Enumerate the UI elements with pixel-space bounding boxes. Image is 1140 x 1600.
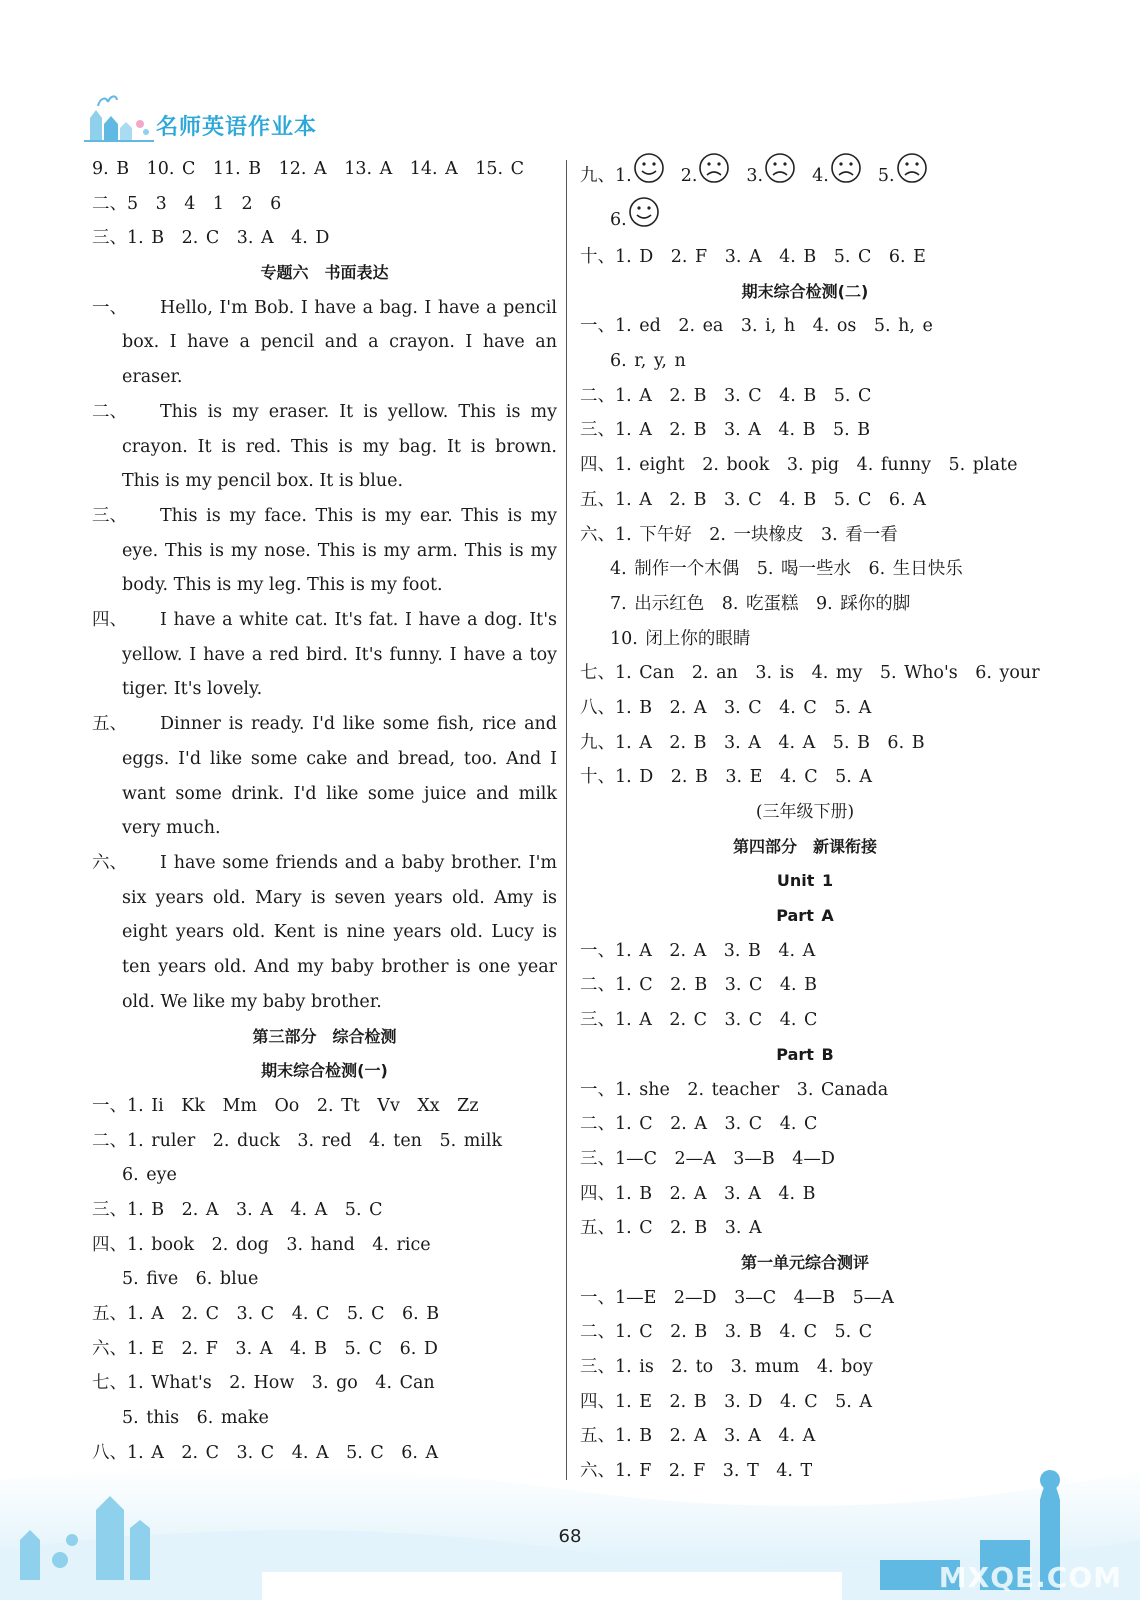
sad-face-icon xyxy=(764,152,796,201)
answer-line: 二、5 3 4 1 2 6 xyxy=(92,193,282,214)
answer-line: 三、1. B 2. C 3. A 4. D xyxy=(92,228,330,249)
answer-line: 九、1. A 2. B 3. A 4. A 5. B 6. B xyxy=(580,732,925,753)
answer-line: 一、1. A 2. A 3. B 4. A xyxy=(580,940,816,961)
answer-line: 十、1. D 2. F 3. A 4. B 5. C 6. E xyxy=(580,247,926,267)
essay-text: I have some friends and a baby brother. I'm six years old. Mary is seven years old. Amy is eight years old. Kent is nine years old. Lucy is ten years old. And my baby brother is one year old. We like my baby brother. xyxy=(122,853,557,1012)
answer-line: 六、1. E 2. F 3. A 4. B 5. C 6. D xyxy=(92,1338,438,1359)
exam-heading: 期末综合检测(二) xyxy=(741,281,869,301)
page-header xyxy=(84,88,484,144)
answer-line: 一、1. Ii Kk Mm Oo 2. Tt Vv Xx Zz xyxy=(92,1095,479,1116)
grade-heading: (三年级下册) xyxy=(755,802,855,822)
answer-line: 三、1—C 2—A 3—B 4—D xyxy=(580,1148,835,1169)
answer-line: 十、1. D 2. B 3. E 4. C 5. A xyxy=(580,767,872,788)
faces-prefix: 九、1. xyxy=(580,166,632,186)
sad-face-icon xyxy=(830,152,862,201)
question-number: 三、 xyxy=(92,505,127,526)
part-heading: 第三部分 综合检测 xyxy=(252,1026,397,1046)
face-label: 3. xyxy=(746,166,764,186)
answer-line: 一、1. ed 2. ea 3. i, h 4. os 5. h, e xyxy=(580,316,933,337)
answer-line: 三、1. A 2. C 3. C 4. C xyxy=(580,1010,818,1031)
essay-text: Hello, I'm Bob. I have a bag. I have a pencil box. I have a pencil and a crayon. I have an eraser. xyxy=(122,297,557,388)
smiley-face-icon xyxy=(628,196,660,245)
answer-line: 六、1. F 2. F 3. T 4. T xyxy=(580,1461,813,1482)
answer-line: 五、1. A 2. C 3. C 4. C 5. C 6. B xyxy=(92,1304,440,1325)
castle-logo-icon xyxy=(84,88,154,142)
answer-line: 四、1. B 2. A 3. A 4. B xyxy=(580,1183,816,1204)
answer-line: 一、1. she 2. teacher 3. Canada xyxy=(580,1079,889,1100)
unit-test-heading: 第一单元综合测评 xyxy=(740,1252,869,1272)
question-number: 五、 xyxy=(92,714,127,735)
left-column xyxy=(92,152,557,1470)
watermark-text: MXQE.COM xyxy=(938,1561,1122,1594)
faces-line-2 xyxy=(580,196,1030,240)
answer-line: 二、1. C 2. B 3. B 4. C 5. C xyxy=(580,1322,873,1343)
part-b-heading: Part B xyxy=(776,1044,834,1064)
question-number: 一、 xyxy=(92,297,127,318)
answer-line: 二、1. C 2. A 3. C 4. C xyxy=(580,1114,818,1135)
exam-heading: 期末综合检测(一) xyxy=(261,1061,388,1081)
sad-face-icon xyxy=(698,152,730,201)
smiley-face-icon xyxy=(633,152,665,201)
section-heading: 专题六 书面表达 xyxy=(260,263,389,283)
column-divider xyxy=(566,160,567,1480)
faces-line xyxy=(580,152,1030,196)
answer-line: 二、1. C 2. B 3. C 4. B xyxy=(580,975,818,996)
answer-line: 5. this 6. make xyxy=(122,1408,269,1429)
answer-line: 三、1. A 2. B 3. A 4. B 5. B xyxy=(580,420,871,441)
essay-text: Dinner is ready. I'd like some fish, rice and eggs. I'd like some cake and bread, too. And I want some drink. I'd like some juice and milk very much. xyxy=(122,714,557,839)
face-label: 5. xyxy=(877,166,895,186)
page-number: 68 xyxy=(558,1526,582,1547)
face-label: 4. xyxy=(812,166,829,186)
question-number: 二、 xyxy=(92,401,127,422)
answer-line: 6. eye xyxy=(122,1165,177,1186)
answer-line: 四、1. eight 2. book 3. pig 4. funny 5. plate xyxy=(580,455,1018,476)
essay-text: This is my eraser. It is yellow. This is my crayon. It is red. This is my bag. It is brown. This is my pencil box. It is blue. xyxy=(122,401,557,492)
answer-line: 5. five 6. blue xyxy=(122,1269,259,1290)
face-label: 2. xyxy=(680,166,698,186)
answer-line: 10. 闭上你的眼睛 xyxy=(610,628,751,649)
answer-line: 6. r, y, n xyxy=(610,351,686,372)
part-a-heading: Part A xyxy=(776,906,834,926)
essay-answer xyxy=(92,707,557,846)
answer-line: 四、1. book 2. dog 3. hand 4. rice xyxy=(92,1234,431,1255)
answer-line: 八、1. A 2. C 3. C 4. A 5. C 6. A xyxy=(92,1442,439,1463)
answer-line: 三、1. is 2. to 3. mum 4. boy xyxy=(580,1357,873,1377)
answer-line: 五、1. A 2. B 3. C 4. B 5. C 6. A xyxy=(580,489,926,510)
sad-face-icon xyxy=(896,152,928,201)
book-title: 名师英语作业本 xyxy=(156,115,318,140)
answer-line: 二、1. A 2. B 3. C 4. B 5. C xyxy=(580,385,872,406)
essay-answer xyxy=(92,291,557,395)
answer-line: 7. 出示红色 8. 吃蛋糕 9. 踩你的脚 xyxy=(610,593,911,614)
essay-answer xyxy=(92,846,557,1020)
essay-answer xyxy=(92,603,557,707)
answer-line: 四、1. E 2. B 3. D 4. C 5. A xyxy=(580,1391,872,1412)
answer-line: 八、1. B 2. A 3. C 4. C 5. A xyxy=(580,697,872,718)
answer-line: 七、1. What's 2. How 3. go 4. Can xyxy=(92,1373,435,1394)
answer-line: 9. B 10. C 11. B 12. A 13. A 14. A 15. C xyxy=(92,159,525,179)
answer-line: 一、1—E 2—D 3—C 4—B 5—A xyxy=(580,1287,894,1308)
answer-line: 五、1. C 2. B 3. A xyxy=(580,1218,762,1239)
answer-line: 三、1. B 2. A 3. A 4. A 5. C xyxy=(92,1199,383,1220)
essay-text: This is my face. This is my ear. This is my eye. This is my nose. This is my arm. This is my body. This is my leg. This is my foot. xyxy=(122,505,557,596)
part-heading: 第四部分 新课衔接 xyxy=(732,836,877,856)
question-number: 四、 xyxy=(92,610,127,631)
answer-line: 二、1. ruler 2. duck 3. red 4. ten 5. milk xyxy=(92,1130,503,1151)
answer-line: 六、1. 下午好 2. 一块橡皮 3. 看一看 xyxy=(580,524,898,545)
essay-text: I have a white cat. It's fat. I have a dog. It's yellow. I have a red bird. It's funny. I have a toy tiger. It's lovely. xyxy=(122,610,557,700)
face-label: 6. xyxy=(610,210,627,230)
answer-line: 七、1. Can 2. an 3. is 4. my 5. Who's 6. your xyxy=(580,663,1040,684)
right-column xyxy=(580,152,1040,1489)
essay-answer xyxy=(92,395,557,499)
unit-heading: Unit 1 xyxy=(776,871,834,891)
answer-line: 4. 制作一个木偶 5. 喝一些水 6. 生日快乐 xyxy=(610,559,963,580)
question-number: 六、 xyxy=(92,853,127,873)
essay-answer xyxy=(92,499,557,603)
answer-line: 五、1. B 2. A 3. A 4. A xyxy=(580,1426,816,1447)
